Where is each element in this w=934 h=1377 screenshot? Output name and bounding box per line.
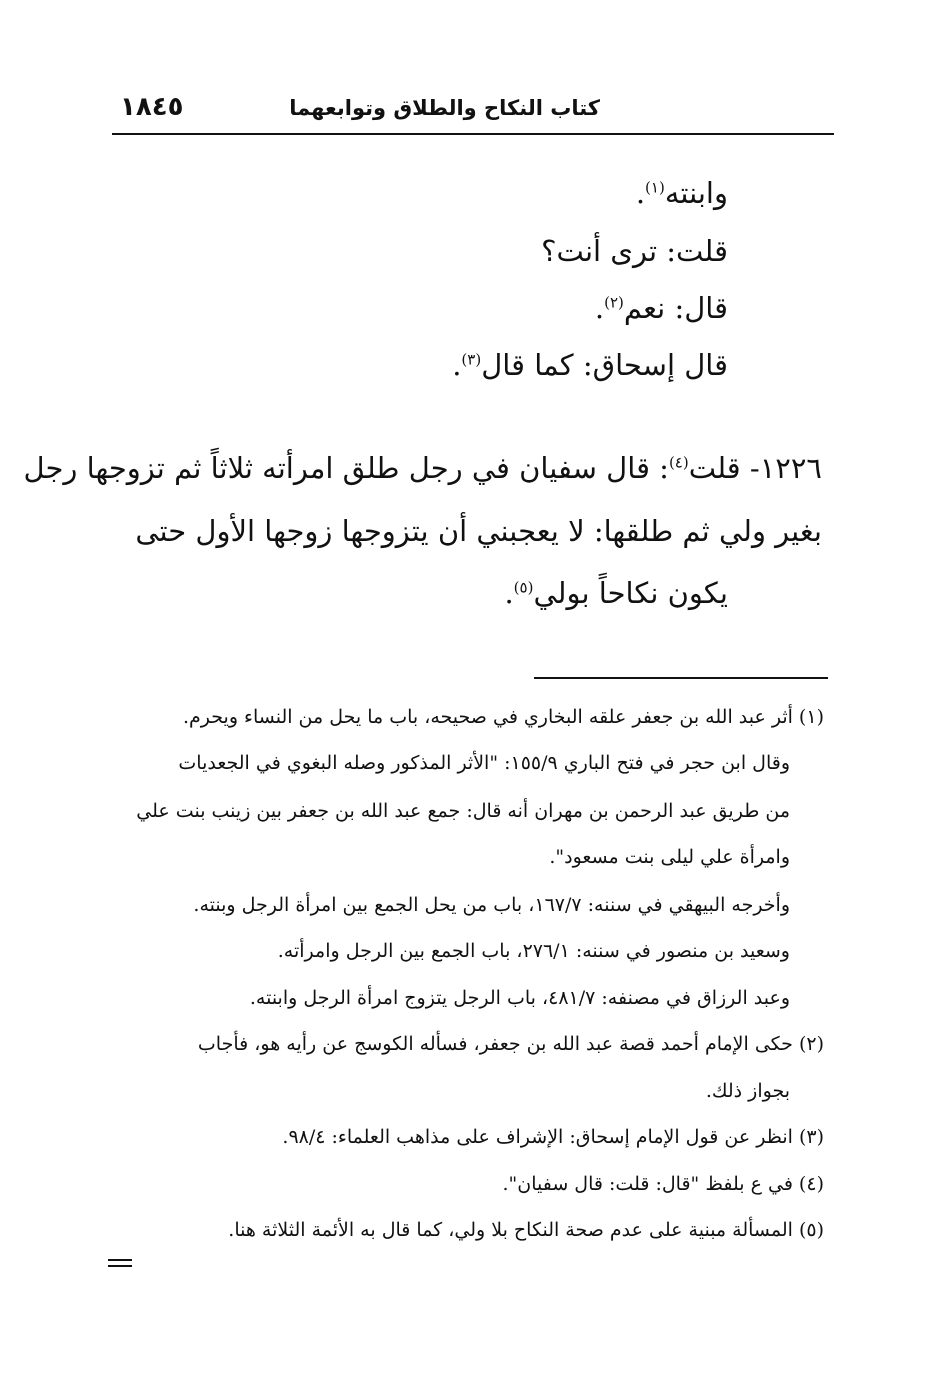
dialogue-text: قلت: ترى أنت؟ [541,234,728,268]
dialogue-line-4 [452,348,728,382]
footnote-4: (٤) في ع بلفظ "قال: قلت: قال سفيان". [502,1173,824,1195]
issue-line-1 [24,451,822,485]
footnote-1-line-3: من طريق عبد الرحمن بن مهران أنه قال: جمع عبد الله بن جعفر بين زينب بنت علي [136,800,790,822]
page-header [112,86,832,134]
footnote-1-line-1: (١) أثر عبد الله بن جعفر علقه البخاري في صحيحه، باب ما يحل من النساء ويحرم. [182,706,824,728]
dialogue-line-3 [595,291,728,325]
continuation-mark [108,1259,132,1267]
footnote-marker: (٢) [604,293,624,312]
dialogue-line-1 [636,176,728,210]
dialogue-line-2 [541,234,728,268]
footnote-marker: (٥) [513,578,534,597]
footnote-2-line-1: (٢) حكى الإمام أحمد قصة عبد الله بن جعفر، فسأله الكوسج عن رأيه هو، فأجاب [197,1033,824,1055]
issue-text: : قال سفيان في رجل طلق امرأته ثلاثاً ثم تزوجها رجل [23,451,669,485]
footnote-3: (٣) انظر عن قول الإمام إسحاق: الإشراف على مذاهب العلماء: ٩٨/٤. [282,1126,824,1148]
issue-line-2 [135,514,822,548]
footnote-2-line-2: بجواز ذلك. [705,1080,790,1102]
footnote-1-line-5: وأخرجه البيهقي في سننه: ١٦٧/٧، باب من يحل الجمع بين امرأة الرجل وبنته. [193,894,790,916]
dialogue-text: وابنته [664,176,728,210]
footnote-1-line-7: وعبد الرزاق في مصنفه: ٤٨١/٧، باب الرجل يتزوج امرأة الرجل وابنته. [249,987,790,1009]
header-divider [112,133,834,135]
footnote-1-line-6: وسعيد بن منصور في سننه: ٢٧٦/١، باب الجمع بين الرجل وامرأته. [277,940,790,962]
issue-line-3 [504,576,728,610]
footnote-marker: (٣) [461,350,482,369]
footnote-1-line-2: وقال ابن حجر في فتح الباري ١٥٥/٩: "الأثر المذكور وصله البغوي في الجعديات [178,752,790,774]
footnote-1-line-4: وامرأة علي ليلى بنت مسعود". [549,846,790,868]
dialogue-end: . [635,176,646,210]
footnote-5: (٥) المسألة مبنية على عدم صحة النكاح بلا ولي، كما قال به الأئمة الثلاثة هنا. [228,1219,824,1241]
footnote-marker: (١) [645,178,665,197]
issue-end: . [504,576,514,610]
page-number: ١٨٤٥ [120,92,184,122]
footnote-marker: (٤) [668,453,689,472]
dialogue-text: قال: نعم [623,291,728,325]
footnote-divider [534,677,828,679]
dialogue-end: . [452,348,462,382]
issue-text: يكون نكاحاً بولي [533,576,728,610]
issue-text: بغير ولي ثم طلقها: لا يعجبني أن يتزوجها زوجها الأول حتى [135,514,822,548]
running-title: كتاب النكاح والطلاق وتوابعهما [289,96,600,120]
dialogue-text: قال إسحاق: كما قال [481,348,728,382]
issue-heading: ١٢٢٦- قلت [688,451,822,485]
dialogue-end: . [594,291,605,325]
